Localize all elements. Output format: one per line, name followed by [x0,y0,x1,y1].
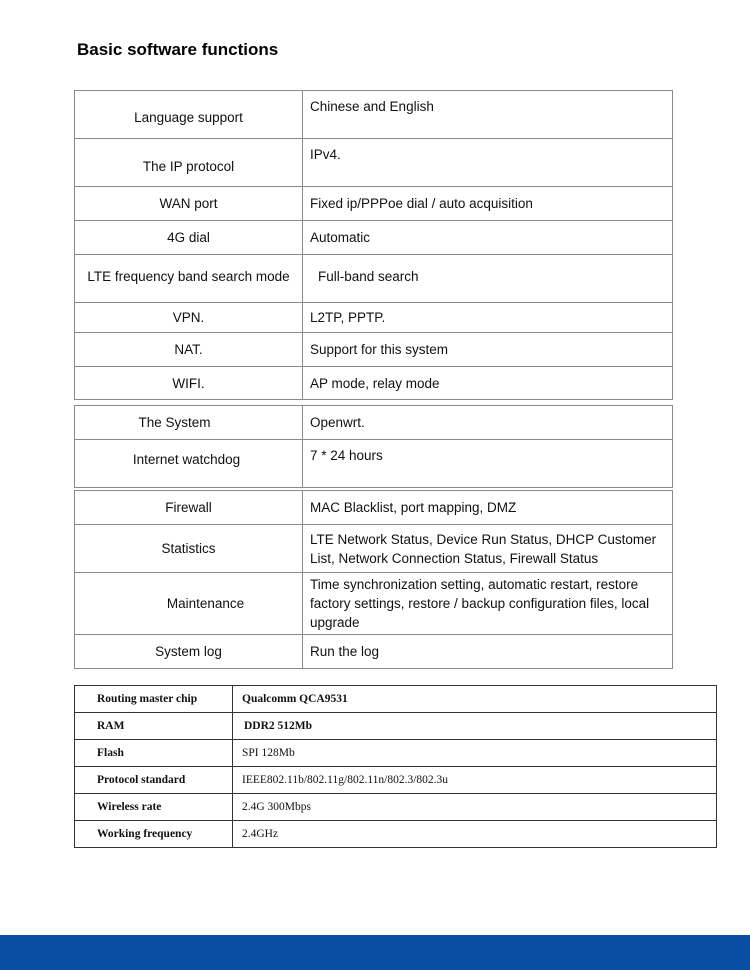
row-value: Fixed ip/PPPoe dial / auto acquisition [303,187,673,221]
table-row [75,491,673,525]
row-label: System log [75,635,303,669]
row-label: RAM [75,713,233,740]
table-row [75,713,717,740]
table-row [75,221,673,255]
row-value: IEEE802.11b/802.11g/802.11n/802.3/802.3u [233,767,717,794]
table-row [75,303,673,333]
row-label: Wireless rate [75,794,233,821]
table-row [75,686,717,713]
row-label: Protocol standard [75,767,233,794]
table-row [75,573,673,635]
row-value: L2TP, PPTP. [303,303,673,333]
row-label: Routing master chip [75,686,233,713]
software-functions-table-1 [74,90,673,400]
row-label: WAN port [75,187,303,221]
row-label: Working frequency [75,821,233,848]
row-label: NAT. [75,333,303,367]
row-value: AP mode, relay mode [303,367,673,400]
row-label: Language support [75,91,303,139]
row-value: Time synchronization setting, automatic restart, restore factory settings, restore / backup configuration files, local upgrade [303,573,673,635]
row-value: 2.4GHz [233,821,717,848]
row-label: Statistics [75,525,303,573]
row-label: Internet watchdog [75,440,303,488]
row-label: Flash [75,740,233,767]
table-row [75,635,673,669]
table-row [75,740,717,767]
table-row [75,794,717,821]
software-functions-table-2 [74,405,673,488]
row-label: LTE frequency band search mode [75,255,303,303]
row-value: Run the log [303,635,673,669]
row-value: MAC Blacklist, port mapping, DMZ [303,491,673,525]
row-value: IPv4. [303,139,673,187]
row-value: LTE Network Status, Device Run Status, DHCP Customer List, Network Connection Status, Firewall Status [303,525,673,573]
page-title: Basic software functions [77,40,279,59]
table-row [75,333,673,367]
table-row [75,187,673,221]
software-functions-table-3 [74,490,673,669]
table-row [75,255,673,303]
row-label: The IP protocol [75,139,303,187]
row-value: Full-band search [303,255,673,303]
row-value: Support for this system [303,333,673,367]
table-row [75,406,673,440]
table-row [75,139,673,187]
row-value: SPI 128Mb [233,740,717,767]
table-row [75,821,717,848]
row-label: VPN. [75,303,303,333]
hardware-specs-table [74,685,717,848]
row-value: 2.4G 300Mbps [233,794,717,821]
row-value: Automatic [303,221,673,255]
table-row [75,91,673,139]
footer-bar [0,935,750,970]
row-label: Maintenance [75,573,303,635]
row-value: Qualcomm QCA9531 [233,686,717,713]
row-label: The System [75,406,303,440]
table-row [75,440,673,488]
row-label: 4G dial [75,221,303,255]
table-row [75,525,673,573]
row-label: Firewall [75,491,303,525]
table-row [75,767,717,794]
table-row [75,367,673,400]
row-label: WIFI. [75,367,303,400]
row-value: 7 * 24 hours [303,440,673,488]
row-value: DDR2 512Mb [233,713,717,740]
row-value: Openwrt. [303,406,673,440]
row-value: Chinese and English [303,91,673,139]
